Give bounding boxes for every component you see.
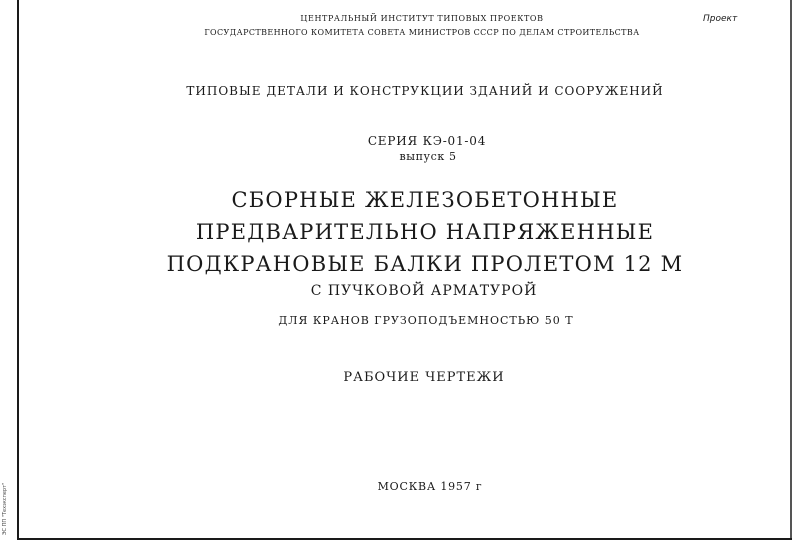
issue-number: 5 — [448, 150, 457, 163]
series-code: КЭ-01-04 — [422, 134, 487, 148]
committee-name: ГОСУДАРСТВЕННОГО КОМИТЕТА СОВЕТА МИНИСТРОВ СССР ПО ДЕЛАМ СТРОИТЕЛЬСТВА — [204, 28, 640, 37]
imprint-line — [0, 480, 800, 493]
institute-name: ЦЕНТРАЛЬНЫЙ ИНСТИТУТ ТИПОВЫХ ПРОЕКТОВ — [300, 14, 544, 23]
imprint-city: МОСКВА — [377, 480, 437, 493]
main-title-line-1: СБОРНЫЕ ЖЕЛЕЗОБЕТОННЫЕ — [231, 188, 619, 212]
crane-capacity: ДЛЯ КРАНОВ ГРУЗОПОДЪЕМНОСТЬЮ 50 Т — [278, 314, 574, 327]
issue-line — [0, 150, 800, 163]
project-stamp: Проект — [703, 14, 738, 24]
document-type: РАБОЧИЕ ЧЕРТЕЖИ — [343, 370, 505, 385]
side-archive-stamp: ЭС ПП "Техэксперт" — [2, 482, 8, 535]
main-title-line-2: ПРЕДВАРИТЕЛЬНО НАПРЯЖЕННЫЕ — [195, 220, 655, 244]
series-label: СЕРИЯ — [367, 134, 418, 148]
main-title-line-3: ПОДКРАНОВЫЕ БАЛКИ ПРОЛЕТОМ 12 М — [166, 252, 684, 276]
collection-title: ТИПОВЫЕ ДЕТАЛИ И КОНСТРУКЦИИ ЗДАНИЙ И СООРУЖЕНИЙ — [186, 84, 664, 98]
series-line — [0, 134, 800, 148]
frame-bottom-border — [17, 538, 792, 540]
subtitle: С ПУЧКОВОЙ АРМАТУРОЙ — [310, 283, 538, 299]
issue-label: выпуск — [399, 150, 445, 163]
imprint-year: 1957 г — [440, 480, 483, 493]
